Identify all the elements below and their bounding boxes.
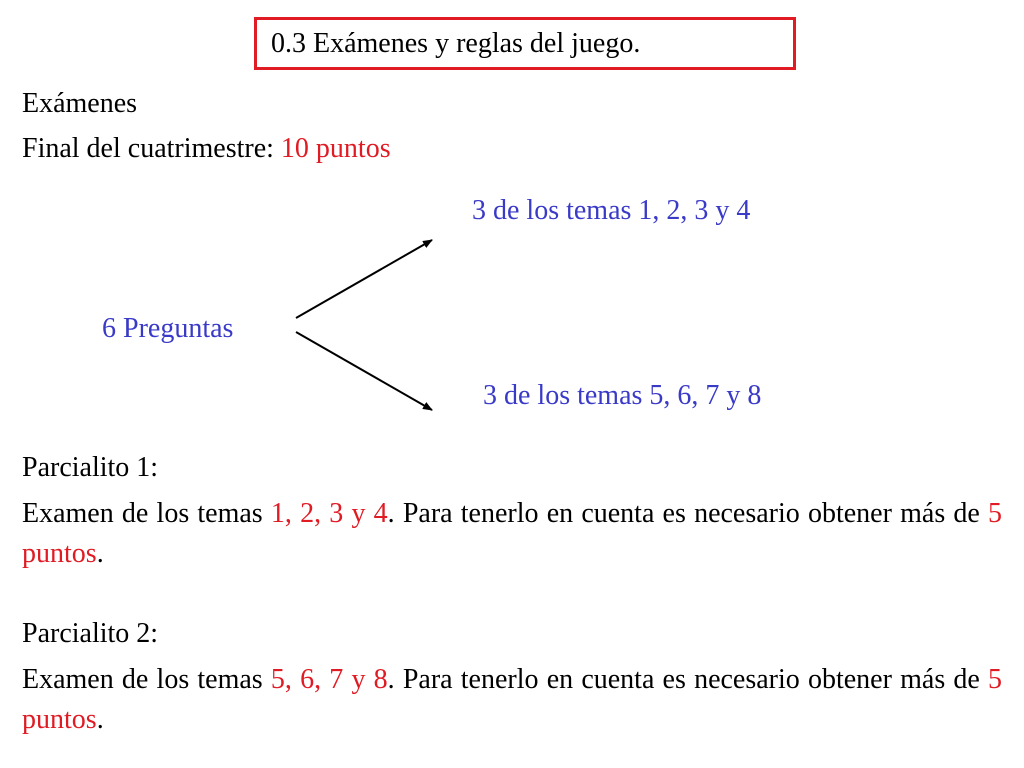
parcialito1-text-a: Examen de los temas bbox=[22, 498, 271, 529]
parcialito1-text-c: . bbox=[96, 538, 104, 569]
parcialito2-points: 5 puntos bbox=[22, 664, 1003, 735]
parcialito1-points: 5 puntos bbox=[22, 498, 1003, 569]
parcialito2-text-a: Examen de los temas bbox=[22, 664, 271, 695]
questions-label: 6 Preguntas bbox=[102, 313, 234, 344]
parcialito2-text-b: . Para tenerlo en cuenta es necesario obtener más de bbox=[387, 664, 989, 695]
parcialito2-text bbox=[22, 660, 1002, 740]
slide-title-text: 0.3 Exámenes y reglas del juego. bbox=[271, 28, 641, 59]
final-exam-label: Final del cuatrimestre: bbox=[22, 133, 274, 164]
parcialito1-heading: Parcialito 1: bbox=[22, 452, 159, 483]
final-exam-points: 10 puntos bbox=[280, 133, 391, 164]
branch-bottom-label: 3 de los temas 5, 6, 7 y 8 bbox=[483, 380, 762, 411]
branch-top-label: 3 de los temas 1, 2, 3 y 4 bbox=[472, 195, 751, 226]
parcialito1-topics: 1, 2, 3 y 4 bbox=[270, 498, 388, 529]
arrow-to-top-branch bbox=[296, 240, 432, 318]
parcialito1-text-b: . Para tenerlo en cuenta es necesario obtener más de bbox=[387, 498, 989, 529]
exams-heading: Exámenes bbox=[22, 88, 138, 119]
parcialito2-heading: Parcialito 2: bbox=[22, 618, 159, 649]
parcialito2-text-c: . bbox=[96, 704, 104, 735]
parcialito1-text bbox=[22, 494, 1002, 574]
arrow-to-bottom-branch bbox=[296, 332, 432, 410]
parcialito2-topics: 5, 6, 7 y 8 bbox=[270, 664, 388, 695]
